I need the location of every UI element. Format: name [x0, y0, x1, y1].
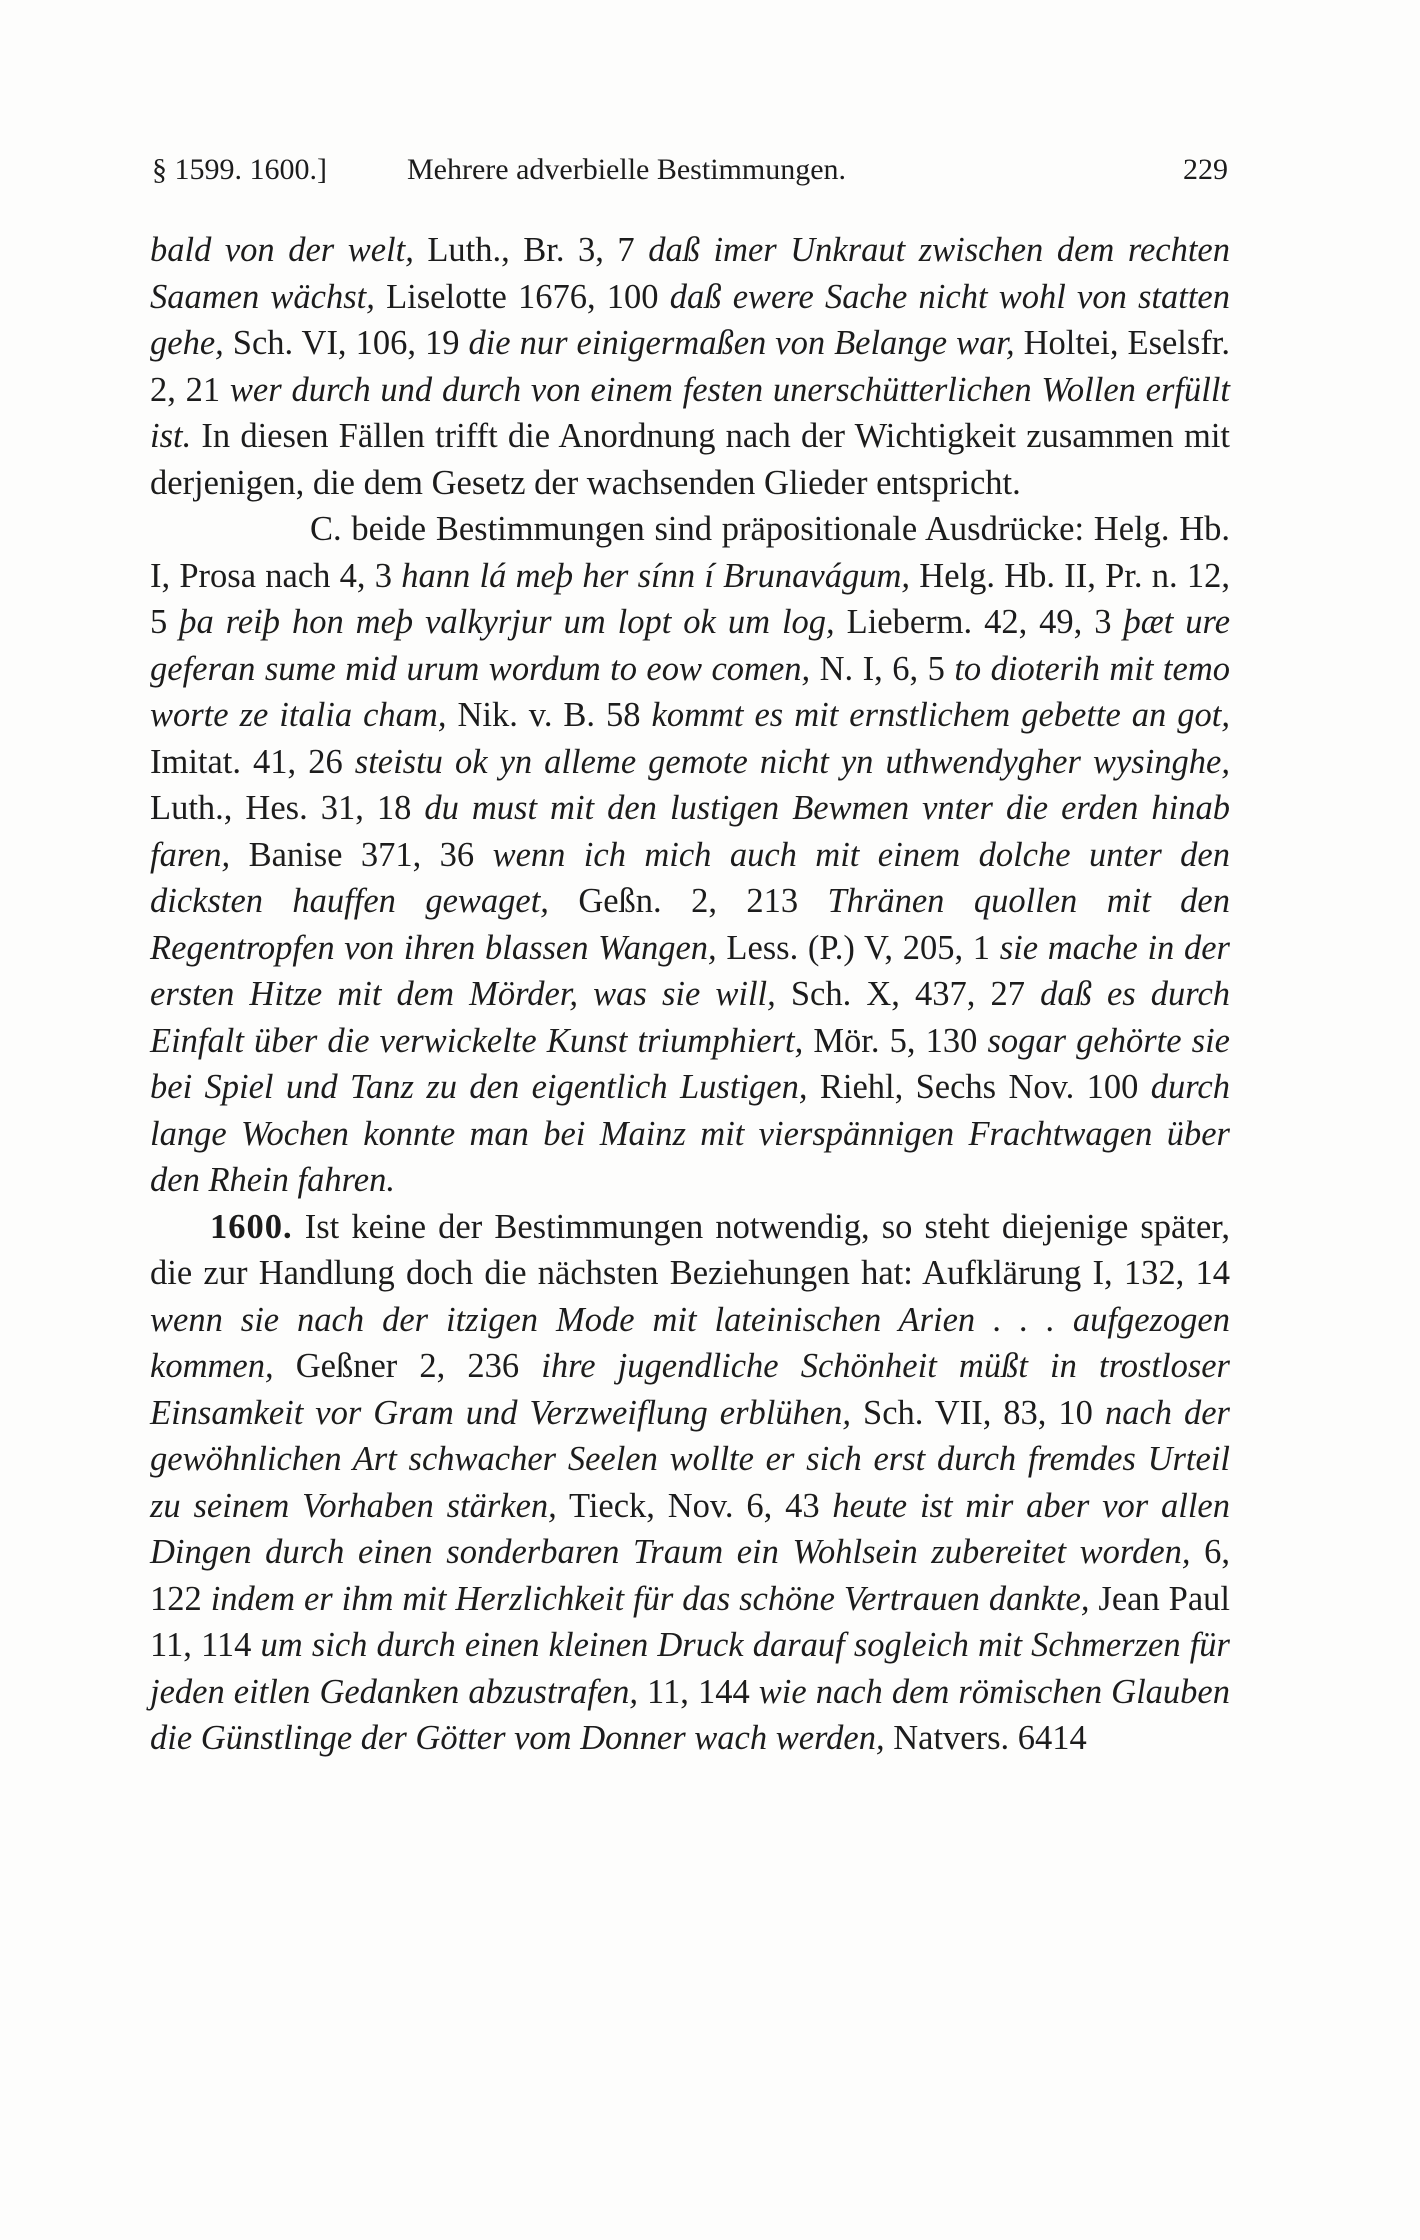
quotation-text: ihre jugendliche Schönheit müßt in trostloser Einsamkeit vor Gram und Verzweiflung erblühen,: [150, 1347, 1230, 1432]
quotation-text: indem er ihm mit Herzlichkeit für das schöne Vertrauen dankte,: [210, 1579, 1090, 1618]
citation-text: Luth., Br. 3, 7: [413, 231, 649, 269]
quotation-text: kommt es mit ernstlichem gebette an got,: [651, 696, 1230, 734]
citation-text: Jean Paul 11, 114: [150, 1579, 1231, 1664]
citation-text: Tieck, Nov. 6, 43: [556, 1486, 833, 1525]
quotation-text: du must mit den lustigen Bewmen vnter die erden hinab faren,: [150, 789, 1230, 874]
citation-text: C. beide Bestimmungen sind präpositionale Ausdrücke: Helg. Hb. I, Prosa nach 4, 3: [150, 510, 1230, 595]
quotation-text: to dioterih mit temo worte ze italia cham,: [150, 649, 1230, 734]
quotation-text: þa reiþ hon meþ valkyrjur um lopt ok um log,: [179, 603, 835, 641]
citation-text: N. I, 6, 5: [810, 649, 955, 688]
page-number: 229: [1183, 153, 1228, 186]
section-number: 1600.: [210, 1207, 293, 1246]
citation-text: Mör. 5, 130: [803, 1021, 988, 1060]
citation-text: Sch. VII, 83, 10: [851, 1393, 1105, 1432]
quotation-text: hann lá meþ her sínn í Brunavágum,: [401, 556, 911, 595]
quotation-text: wer durch und durch von einem festen unerschütterlichen Wollen erfüllt ist.: [150, 370, 1230, 455]
citation-text: Natvers. 6414: [884, 1719, 1087, 1757]
quotation-text: die nur einigermaßen von Belange war,: [468, 324, 1015, 362]
quotation-text: þæt ure geferan sume mid urum wordum to eow comen,: [150, 603, 1231, 688]
quotation-text: bald von der welt,: [150, 231, 414, 269]
quotation-text: nach der gewöhnlichen Art schwacher Seelen wollte er sich erst durch fremdes Urteil zu seinem Vorhaben stärken,: [150, 1393, 1230, 1525]
citation-text: Less. (P.) V, 205, 1: [716, 928, 1000, 967]
citation-text: Liselotte 1676, 100: [374, 277, 670, 316]
citation-text: Sch. VI, 106, 19: [223, 324, 469, 362]
quotation-text: um sich durch einen kleinen Druck darauf sogleich mit Schmerzen für jeden eitlen Gedanken abzustrafen,: [150, 1626, 1230, 1711]
page-body: [150, 227, 1230, 1762]
citation-text: 11, 144: [638, 1672, 759, 1711]
quotation-text: daß es durch Einfalt über die verwickelte Kunst triumphiert,: [150, 975, 1231, 1060]
paragraph-continuation: [150, 227, 1230, 506]
quotation-text: sie mache in der ersten Hitze mit dem Mörder, was sie will,: [150, 928, 1230, 1013]
quotation-text: wie nach dem römischen Glauben die Günstlinge der Götter vom Donner wach werden,: [150, 1672, 1230, 1757]
citation-text: Luth., Hes. 31, 18: [150, 789, 425, 827]
paragraph-prepositional: [150, 506, 1230, 1204]
quotation-text: wenn sie nach der itzigen Mode mit lateinischen Arien . . . aufgezogen kommen,: [150, 1300, 1230, 1385]
citation-text: Lieberm. 42, 49, 3: [834, 603, 1124, 641]
citation-text: Geßn. 2, 213: [548, 882, 828, 920]
citation-text: Sch. X, 437, 27: [775, 975, 1041, 1013]
citation-text: Banise 371, 36: [230, 835, 493, 874]
quotation-text: durch lange Wochen konnte man bei Mainz mit vierspännigen Frachtwagen über den Rhein fahren.: [150, 1068, 1230, 1199]
quotation-text: steistu ok yn alleme gemote nicht yn uthwendygher wysinghe,: [354, 742, 1230, 781]
quotation-text: wenn ich mich auch mit einem dolche unter den dicksten hauffen gewaget,: [150, 835, 1230, 920]
quotation-text: heute ist mir aber vor allen Dingen durch einen sonderbaren Traum ein Wohlsein zubereitet worden,: [150, 1486, 1230, 1571]
paragraph-section-1600: [150, 1204, 1230, 1762]
citation-text: 6, 122: [150, 1533, 1230, 1618]
citation-text: Geßner 2, 236: [273, 1347, 542, 1385]
citation-text: Imitat. 41, 26: [150, 742, 355, 781]
running-header: [152, 150, 1228, 190]
section-reference: § 1599. 1600.]: [152, 153, 327, 186]
quotation-text: daß ewere Sache nicht wohl von statten gehe,: [150, 277, 1230, 362]
citation-text: Helg. Hb. II, Pr. n. 12, 5: [150, 556, 1230, 641]
citation-text: Riehl, Sechs Nov. 100: [807, 1068, 1151, 1106]
running-title: Mehrere adverbielle Bestimmungen.: [407, 153, 847, 186]
quotation-text: daß imer Unkraut zwischen dem rechten Saamen wächst,: [150, 231, 1230, 316]
quotation-text: sogar gehörte sie bei Spiel und Tanz zu den eigentlich Lustigen,: [150, 1021, 1230, 1106]
quotation-text: Thränen quollen mit den Regentropfen von ihren blassen Wangen,: [150, 882, 1230, 967]
citation-text: Holtei, Eselsfr. 2, 21: [150, 324, 1231, 409]
citation-text: Nik. v. B. 58: [446, 696, 652, 734]
citation-text: Ist keine der Bestimmungen notwendig, so steht diejenige später, die zur Handlung doch die nächsten Beziehungen hat: Aufklärung I, 132, 14: [150, 1207, 1230, 1292]
citation-text: In diesen Fällen trifft die Anordnung nach der Wichtigkeit zusammen mit derjenigen, die dem Gesetz der wachsenden Glieder entspricht.: [150, 417, 1230, 502]
